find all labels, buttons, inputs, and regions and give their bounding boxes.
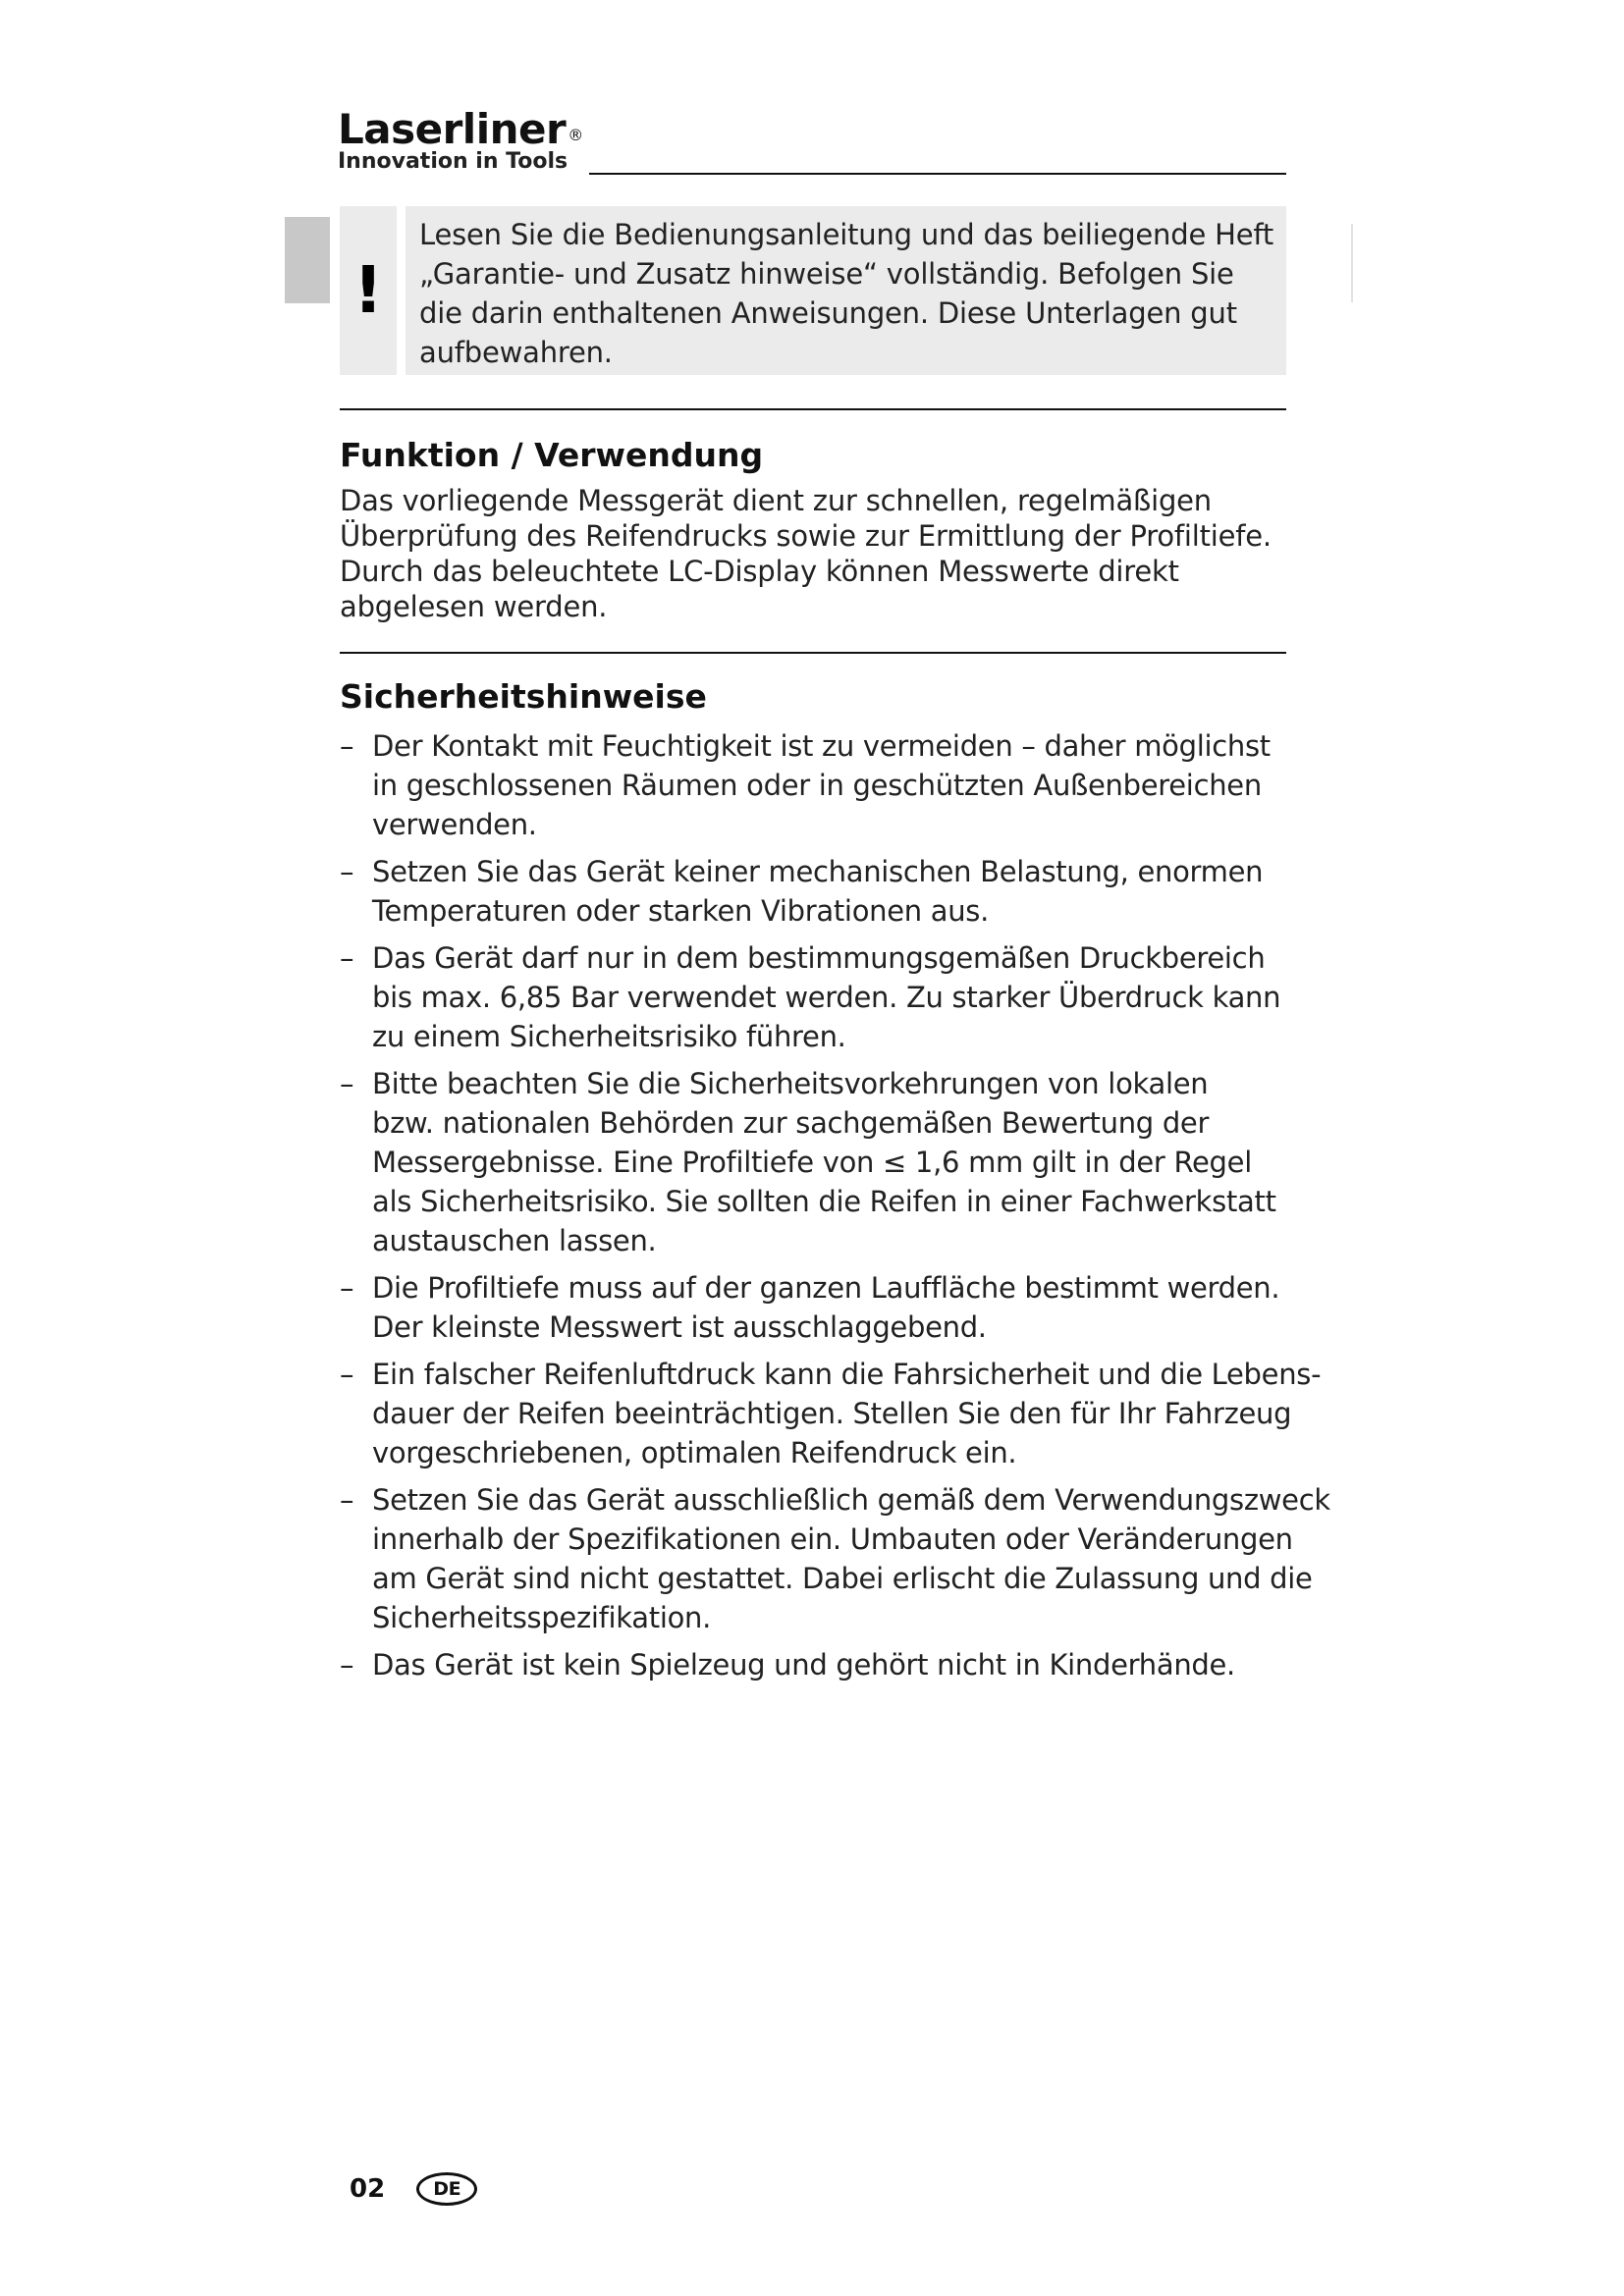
header-rule	[589, 173, 1286, 175]
note-line: aufbewahren.	[419, 336, 613, 369]
note-line: die darin enthaltenen Anweisungen. Diese Unterlagen gut	[419, 296, 1237, 330]
list-item-line: bis max. 6,85 Bar verwendet werden. Zu starker Überdruck kann	[372, 981, 1281, 1014]
bullet-dash: –	[340, 1271, 354, 1305]
bullet-dash: –	[340, 1483, 354, 1517]
list-item-line: vorgeschriebenen, optimalen Reifendruck ein.	[372, 1436, 1017, 1469]
bullet-dash: –	[340, 1067, 354, 1100]
list-item-line: Setzen Sie das Gerät ausschließlich gemäß dem Verwendungszweck	[372, 1483, 1330, 1517]
section-divider	[340, 408, 1286, 410]
list-item	[340, 852, 1302, 931]
page-footer	[350, 2172, 477, 2206]
note-icon-box	[340, 206, 397, 375]
brand-name: Laserliner	[338, 105, 567, 153]
list-item-line: in geschlossenen Räumen oder in geschützten Außenbereichen	[372, 769, 1262, 802]
brand-tagline: Innovation in Tools	[338, 149, 568, 174]
function-heading: Funktion / Verwendung	[340, 436, 764, 474]
list-item-line: zu einem Sicherheitsrisiko führen.	[372, 1020, 846, 1053]
list-item-line: verwenden.	[372, 808, 537, 841]
paragraph-line: Das vorliegende Messgerät dient zur schnellen, regelmäßigen	[340, 484, 1212, 517]
bullet-dash: –	[340, 1648, 354, 1682]
safety-heading: Sicherheitshinweise	[340, 677, 707, 716]
list-item	[340, 1645, 1302, 1684]
section-divider	[340, 652, 1286, 654]
bullet-dash: –	[340, 941, 354, 975]
list-item	[340, 726, 1302, 844]
list-item-line: Der kleinste Messwert ist ausschlaggebend.	[372, 1310, 987, 1344]
list-item-line: Messergebnisse. Eine Profiltiefe von ≤ 1,6 mm gilt in der Regel	[372, 1146, 1252, 1179]
list-item-line: Das Gerät darf nur in dem bestimmungsgemäßen Druckbereich	[372, 941, 1266, 975]
safety-note	[406, 206, 1286, 375]
paragraph-line: abgelesen werden.	[340, 590, 608, 623]
paragraph-line: Durch das beleuchtete LC-Display können Messwerte direkt	[340, 555, 1179, 588]
list-item-line: Setzen Sie das Gerät keiner mechanischen Belastung, enormen	[372, 855, 1264, 888]
list-item	[340, 938, 1302, 1056]
list-item-line: als Sicherheitsrisiko. Sie sollten die Reifen in einer Fachwerkstatt	[372, 1185, 1276, 1218]
note-line: „Garantie- und Zusatz hinweise“ vollständig. Befolgen Sie	[419, 257, 1234, 291]
note-line: Lesen Sie die Bedienungsanleitung und das beiliegende Heft	[419, 218, 1274, 251]
list-item	[340, 1064, 1302, 1260]
list-item-line: Der Kontakt mit Feuchtigkeit ist zu vermeiden – daher möglichst	[372, 729, 1271, 763]
list-item-line: Bitte beachten Sie die Sicherheitsvorkehrungen von lokalen	[372, 1067, 1209, 1100]
bullet-dash: –	[340, 729, 354, 763]
function-paragraph	[340, 483, 1286, 624]
language-badge	[416, 2172, 477, 2206]
safety-list	[340, 726, 1330, 1692]
page-number: 02	[350, 2174, 386, 2204]
list-item-line: austauschen lassen.	[372, 1224, 657, 1257]
list-item-line: am Gerät sind nicht gestattet. Dabei erlischt die Zulassung und die	[372, 1562, 1313, 1595]
list-item-line: Temperaturen oder starken Vibrationen aus.	[372, 894, 990, 928]
list-item	[340, 1480, 1330, 1637]
brand-logo	[338, 106, 583, 174]
margin-mark	[1351, 224, 1353, 302]
list-item-line: innerhalb der Spezifikationen ein. Umbauten oder Veränderungen	[372, 1522, 1293, 1556]
language-code: DE	[433, 2178, 461, 2200]
exclamation-icon: !	[352, 252, 384, 328]
list-item-line: Ein falscher Reifenluftdruck kann die Fahrsicherheit und die Lebens-	[372, 1358, 1322, 1391]
list-item-line: bzw. nationalen Behörden zur sachgemäßen Bewertung der	[372, 1106, 1210, 1140]
list-item	[340, 1268, 1302, 1347]
list-item-line: Die Profiltiefe muss auf der ganzen Lauffläche bestimmt werden.	[372, 1271, 1280, 1305]
list-item	[340, 1355, 1322, 1472]
list-item-line: Das Gerät ist kein Spielzeug und gehört nicht in Kinderhände.	[372, 1648, 1235, 1682]
paragraph-line: Überprüfung des Reifendrucks sowie zur Ermittlung der Profiltiefe.	[340, 519, 1272, 553]
list-item-line: Sicherheitsspezifikation.	[372, 1601, 712, 1634]
chapter-tab-marker	[285, 217, 330, 303]
bullet-dash: –	[340, 1358, 354, 1391]
registered-mark: ®	[568, 126, 583, 144]
list-item-line: dauer der Reifen beeinträchtigen. Stellen Sie den für Ihr Fahrzeug	[372, 1397, 1292, 1430]
bullet-dash: –	[340, 855, 354, 888]
